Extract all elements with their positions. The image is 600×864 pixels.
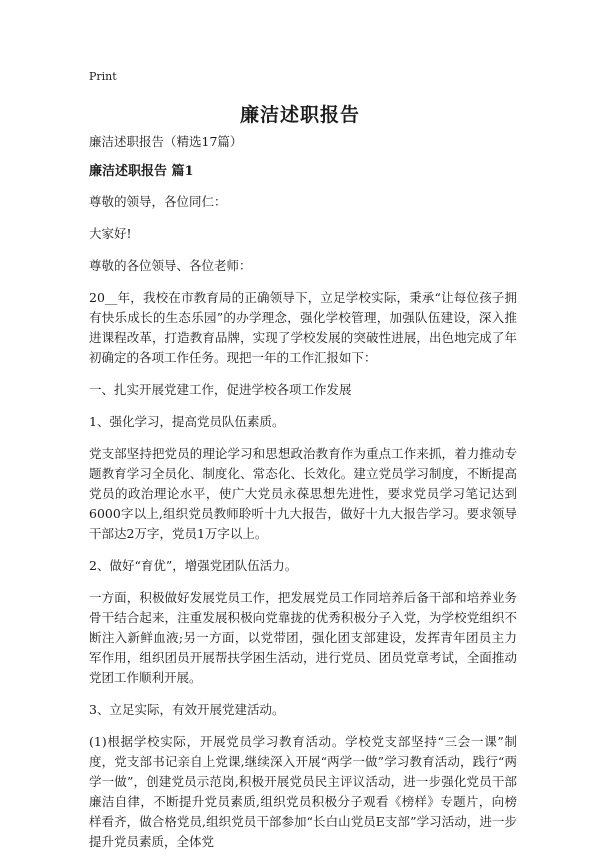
document-title: 廉洁述职报告 (239, 104, 360, 126)
subheading-1: 1、强化学习，提高党员队伍素质。 (89, 414, 285, 429)
greeting: 大家好! (89, 226, 132, 241)
paragraph-study: 党支部坚持把党员的理论学习和思想政治教育作为重点工作来抓，着力推动专题教育学习全员化、制度化、常态化、长效化。建立党员学习制度，不断提高党员的政治理论水平，使广大党员永葆思想先进性，要求党员学习笔记达到6000字以上,组织党员教师聆听十九大报告，做好十九大报告学习。要求领导干部达2万字，党员1万字以上。 (89, 446, 517, 541)
subheading-2: 2、做好“育优”，增强党团队伍活力。 (89, 558, 298, 573)
heading-part-one: 一、扎实开展党建工作，促进学校各项工作发展 (89, 382, 352, 397)
print-label[interactable]: Print (89, 70, 117, 83)
salutation-teachers: 尊敬的各位领导、各位老师： (89, 258, 252, 273)
document-body (89, 132, 517, 864)
paragraph-party-members: 一方面，积极做好发展党员工作，把发展党员工作同培养后备干部和培养业务骨干结合起来，注重发展积极向党靠拢的优秀积极分子入党，为学校党组织不断注入新鲜血液;另一方面，以党带团，强化团支部建设，发挥青年团员主力军作用，组织团员开展帮扶学困生活动，进行党员、团员党章考试，全面推动党团工作顺利开展。 (89, 590, 517, 685)
document-subtitle: 廉洁述职报告（精选17篇） (89, 134, 243, 149)
intro-paragraph: 20__年，我校在市教育局的正确领导下，立足学校实际，秉承“让每位孩子拥有快乐成长的生态乐园”的办学理念，强化学校管理，加强队伍建设，深入推进课程改革，打造教育品牌，实现了学校发展的突破性进展，出色地完成了年初确定的各项工作任务。现把一年的工作汇报如下： (89, 290, 517, 365)
section-heading: 廉洁述职报告 篇1 (89, 164, 194, 179)
subheading-3: 3、立足实际，有效开展党建活动。 (89, 702, 285, 717)
salutation-leaders: 尊敬的领导，各位同仁： (89, 194, 227, 209)
paragraph-activities: (1)根据学校实际，开展党员学习教育活动。学校党支部坚持“三会一课”制度，党支部书记亲自上党课,继续深入开展“两学一做”学习教育活动，践行“两学一做”，创建党员示范岗,积极开展党员民主评议活动，进一步强化党员干部廉洁自律，不断提升党员素质,组织党员积极分子观看《榜样》专题片，向榜样看齐，做合格党员,组织党员干部参加“长白山党员E支部”学习活动，进一步提升党员素质，全体党 (89, 734, 517, 849)
